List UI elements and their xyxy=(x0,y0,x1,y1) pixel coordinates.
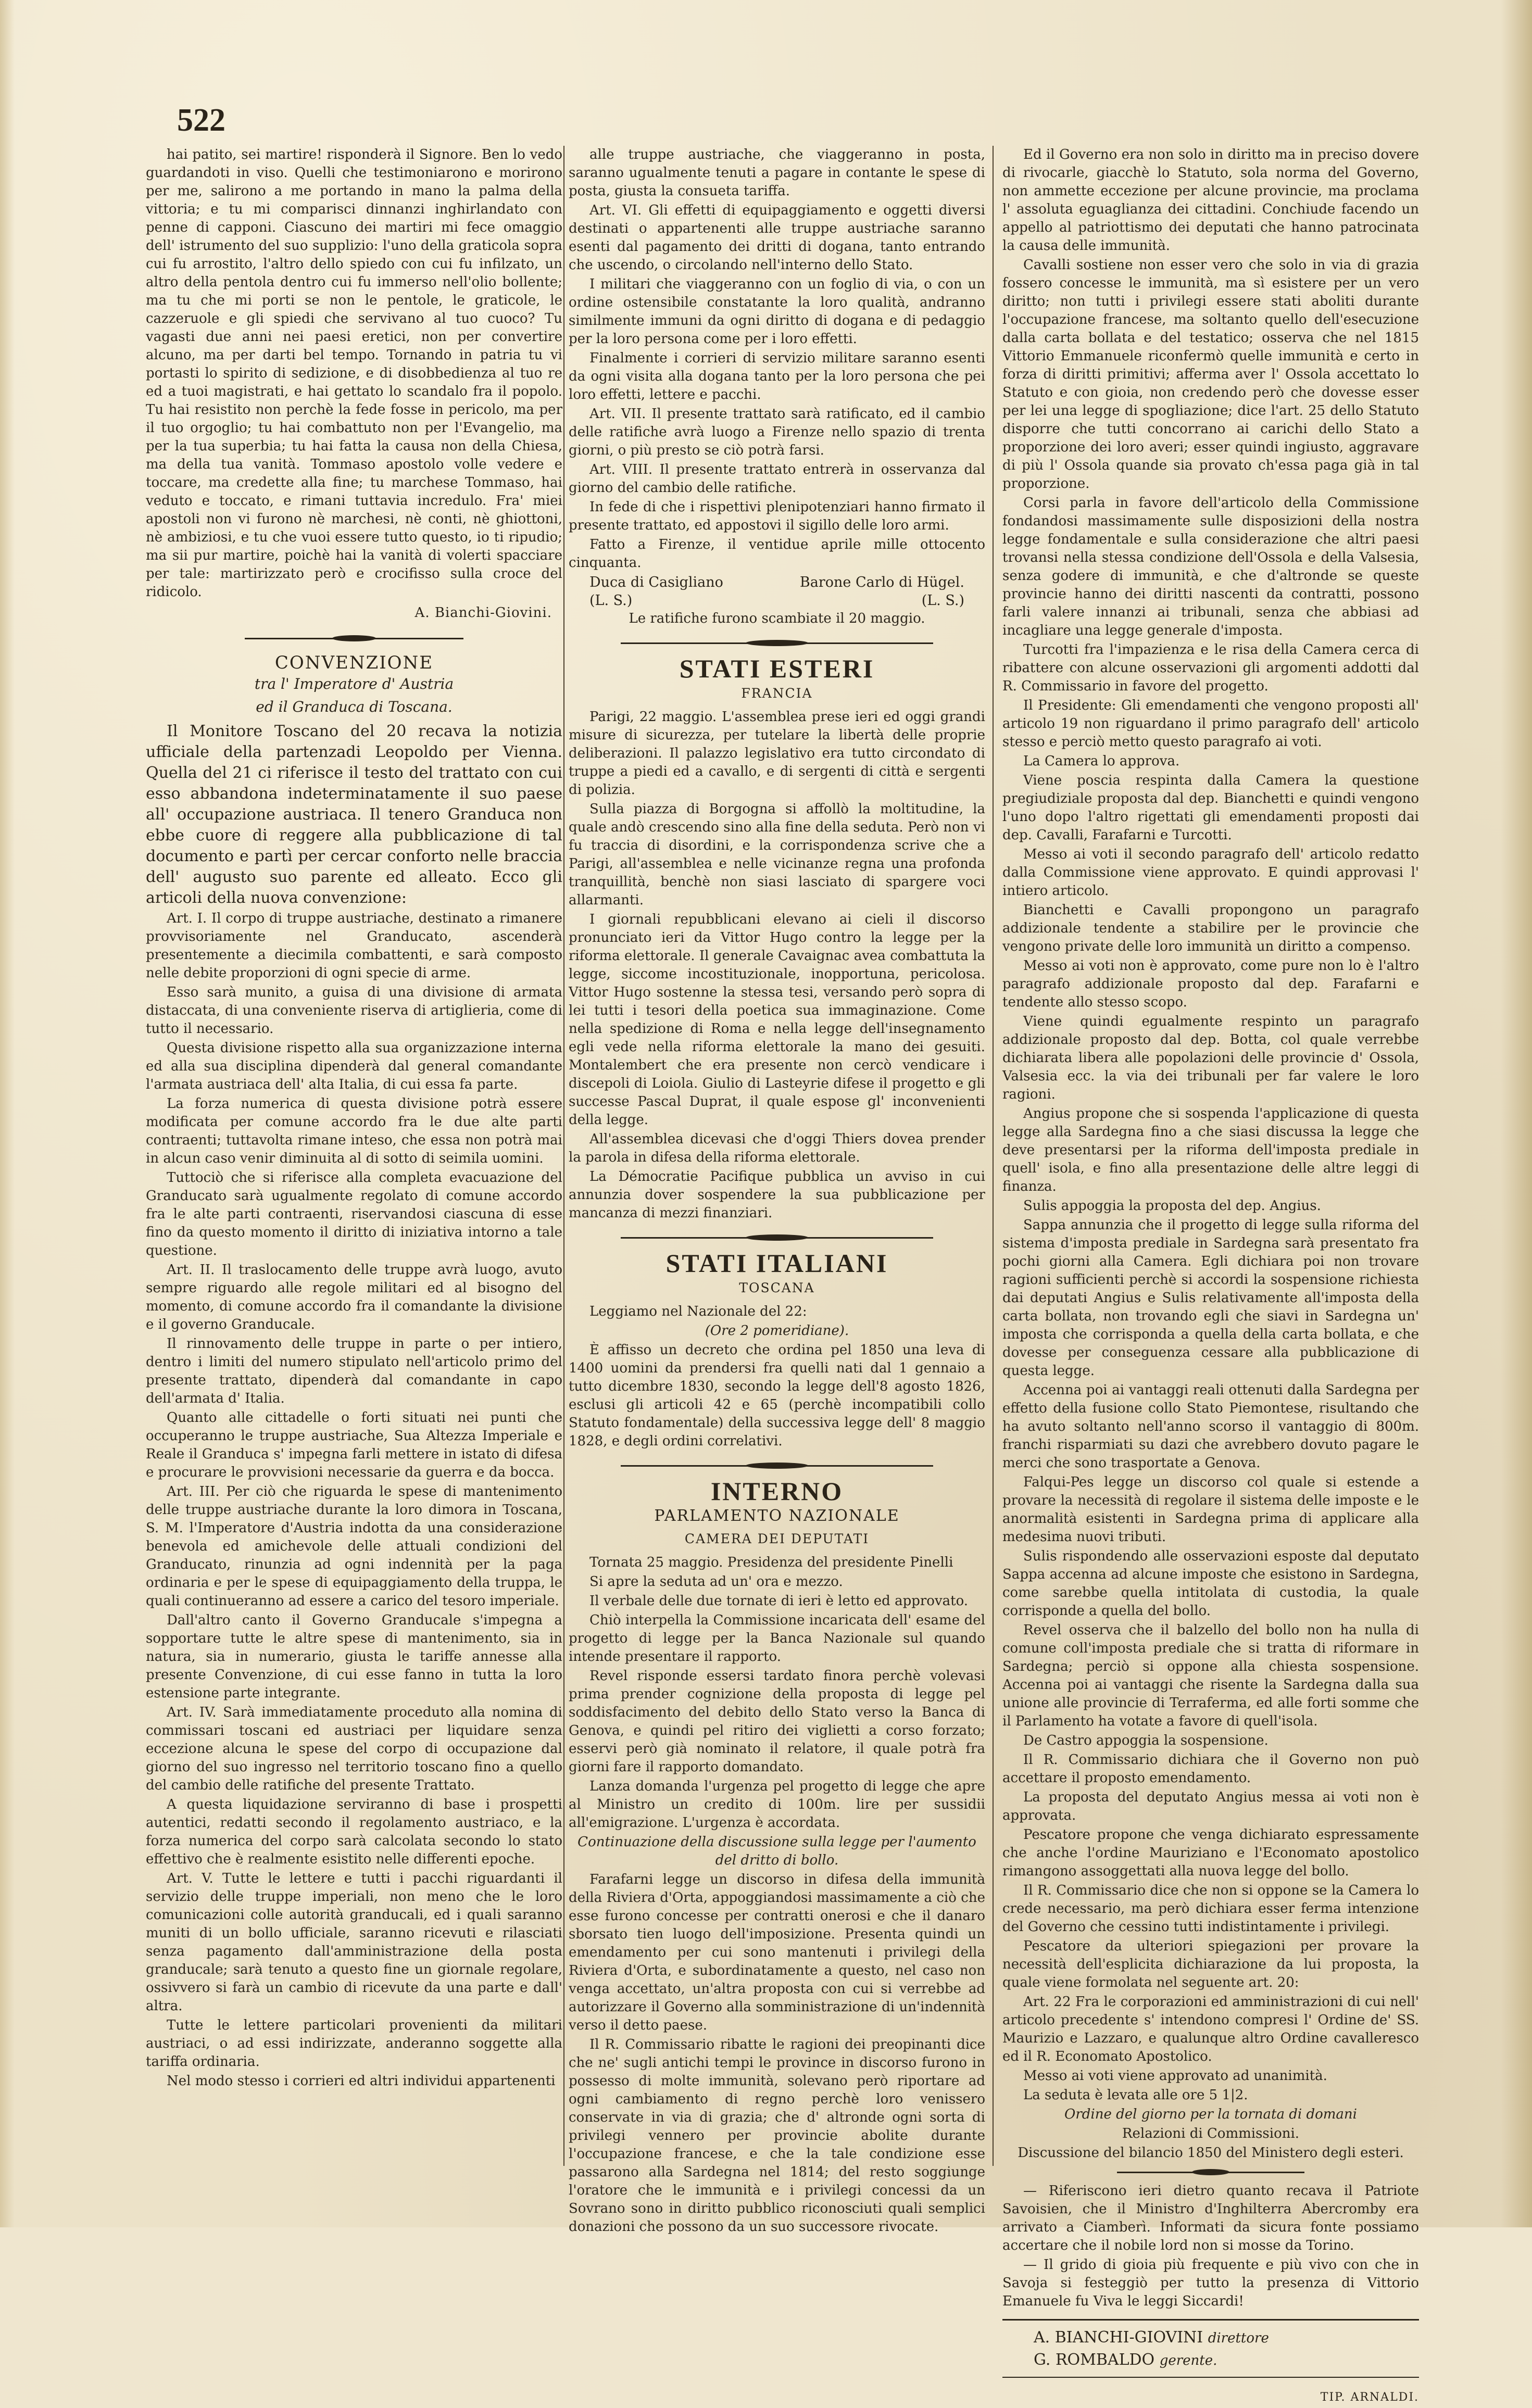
ornamental-rule xyxy=(621,637,933,649)
director-name: A. BIANCHI-GIOVINI xyxy=(1034,2328,1203,2347)
session-paragraph: Sulis appoggia la proposta del dep. Angius. xyxy=(1023,1198,1321,1214)
session-paragraph: Revel osserva che il balzello del bollo non ha nulla di comune coll'imposta prediale che si tratta di riformare in Sardegna; perciò si oppone alla chiesta sospensione. Accenna poi ai vantaggi che risente la Sardegna dalla sua unione alle provincie di Terraferma, ed alle forti somme che il Parlamento ha votate a favore di quell'isola. xyxy=(1002,1622,1419,1729)
signatory-right: Barone Carlo di Hügel. xyxy=(799,574,964,590)
session-paragraph: La proposta del deputato Angius messa ai voti non è approvata. xyxy=(1002,1789,1419,1823)
article-paragraph: hai patito, sei martire! risponderà il Signore. Ben lo vedo guardandoti in viso. Quelli che testimoniarono e morirono per me, salirono a me portando in mano la palma della vittoria; e tu mi comparisci dinnanzi inghirlandato con penne di capponi. Ciascuno dei martiri mi fece omaggio dell' istrumento del suo supplizio: l'uno della graticola sopra cui fu arrostito, l'altro dello spiedo con cui fu infilzato, un altro della pentola dentro cui fu immerso nell'olio bollente; ma tu che mi porti se non le pentole, le graticole, le cazzeruole e gli spiedi che servivano al tuo cuoco? Tu vagasti due anni nei paesi eretici, non per convertire alcuno, ma per darti bel tempo. Tornando in patria tu vi portasti lo spirito di sedizione, e di disobbedienza al tuo re ed a tuoi magistrati, e hai gettato lo scandalo fra il popolo. Tu hai resistito non perchè la fede fosse in pericolo, ma per il tuo orgoglio; tu hai combattuto non per l'Evangelio, ma per la tua superbia; tu hai fatta la causa non della Chiesa, ma della tua vanità. Tommaso apostolo volle vedere e toccare, ma credette alla fine; tu marchese Tommaso, hai veduto e toccato, e rimani tuttavia incredulo. Fra' miei apostoli non vi furono nè marchesi, nè conti, nè ghiottoni, nè ambiziosi, e tu che vuoi essere tutto questo, io ti ripudio; ma sii pur martire, poichè hai la vanità di volerti spacciare per tale: martirizzato però e crocifisso sulla croce del ridicolo. xyxy=(146,147,562,600)
session-paragraph: Viene quindi egualmente respinto un paragrafo addizionale proposto dal dep. Botta, col quale verrebbe dichiarata libera alle popolazioni delle provincie d' Ossola, Valsesia ecc. la via dei tribunali per far valere le loro ragioni. xyxy=(1002,1014,1419,1102)
treaty-article: Nel modo stesso i corrieri ed altri individui appartenenti xyxy=(167,2073,556,2089)
ordine-del-giorno-heading: Ordine del giorno per la tornata di domani xyxy=(1064,2107,1357,2122)
treaty-article: Fatto a Firenze, il ventidue aprile mille ottocento cinquanta. xyxy=(569,537,985,571)
treaty-article: Art. V. Tutte le lettere e tutti i pacchi riguardanti il servizio delle truppe imperiali, non meno che le loro comunicazioni colle autorità granducali, ed i quali saranno muniti di un bollo ufficiale, saranno ricevuti e rilasciati senza pagamento dall'amministrazione della posta granducale; sarà tenuto a questo fine un giornale regolare, ossivvero si farà un cambio di ricevute da una parte e dall' altra. xyxy=(146,1871,562,2014)
francia-heading: FRANCIA xyxy=(741,686,813,701)
news-paragraph: La Démocratie Pacifique pubblica un avviso in cui annunzia dover sospendere la sua pubblicazione per mancanza di mezzi finanziari. xyxy=(569,1169,985,1221)
seal-left: (L. S.) xyxy=(589,592,633,609)
convention-intro: Il Monitore Toscano del 20 recava la notizia ufficiale della partenzadi Leopoldo per Vienna. Quella del 21 ci riferisce il testo del trattato con cui esso abbandona indeterminatamente il suo paese all' occupazione austriaca. Il tenero Granduca non ebbe cuore di reggere alla pubblicazione di tal documento e partì per cercar conforto nelle braccia dell' augusto suo parente ed alleato. Ecco gli articoli della nuova convenzione: xyxy=(146,722,562,907)
toscana-heading: TOSCANA xyxy=(739,1280,815,1295)
news-paragraph: Sulla piazza di Borgogna si affollò la moltitudine, la quale andò crescendo sino alla fine della seduta. Però non vi fu traccia di disordini, e la corrispondenza scrive che a Parigi, all'assemblea e nelle vicinanze regna una profonda tranquillità, benchè non siasi lasciato di spargere voci allarmanti. xyxy=(569,801,985,908)
treaty-article: Esso sarà munito, a guisa di una divisione di armata distaccata, di una conveniente riserva di artiglieria, come di tutto il necessario. xyxy=(146,985,562,1037)
session-paragraph: Bianchetti e Cavalli propongono un paragrafo addizionale tendente a stabilire per le provincie che vengono private delle loro immunità un diritto a compenso. xyxy=(1002,902,1419,954)
session-paragraph: Angius propone che si sospenda l'applicazione di questa legge alla Sardegna fino a che siasi discussa la legge che deve presentarsi per la riforma dell'imposta prediale in quell' isola, e fino alla presentazione delle altre leggi di finanza. xyxy=(1002,1106,1419,1194)
seal-right: (L. S.) xyxy=(921,592,964,609)
toscana-time: (Ore 2 pomeridiane). xyxy=(705,1323,849,1339)
treaty-article: Art. II. Il traslocamento delle truppe avrà luogo, avuto sempre riguardo alle regole militari ed al bisogno del momento, di comune accordo fra il comandante la divisione e il governo Granducale. xyxy=(146,1262,562,1332)
session-paragraph: Viene poscia respinta dalla Camera la questione pregiudiziale proposta dal dep. Bianchetti e quindi vengono l'uno dopo l'altro rigettati gli emendamenti proposti dai dep. Cavalli, Farafarni e Turcotti. xyxy=(1002,773,1419,843)
ornamental-rule xyxy=(621,1232,933,1243)
news-paragraph: Parigi, 22 maggio. L'assemblea prese ieri ed oggi grandi misure di sicurezza, per tutelare la libertà delle proprie deliberazioni. Il palazzo legislativo era tutto circondato di truppe a piedi ed a cavallo, e di sergenti di città e sergenti di polizia. xyxy=(569,709,985,798)
news-paragraph: All'assemblea dicevasi che d'oggi Thiers dovea prender la parola in difesa della riforma elettorale. xyxy=(569,1131,985,1165)
director-role: direttore xyxy=(1208,2330,1269,2346)
treaty-article: La forza numerica di questa divisione potrà essere modificata per comune accordo fra le due alte parti contraenti; tuttavolta rimane inteso, che essa non potrà mai in alcun caso venir diminuita al di sotto di seimila uomini. xyxy=(146,1096,562,1166)
convention-subtitle: tra l' Imperatore d' Austria xyxy=(254,675,454,692)
ordine-item: Discussione del bilancio 1850 del Ministero degli esteri. xyxy=(1018,2145,1404,2161)
session-paragraph: Messo ai voti il secondo paragrafo dell' articolo redatto dalla Commissione viene approvato. E quindi approvasi l' intiero articolo. xyxy=(1002,847,1419,899)
signatory-left: Duca di Casigliano xyxy=(589,574,723,590)
paper-edge-left xyxy=(0,0,15,2227)
treaty-article: Art. VII. Il presente trattato sarà ratificato, ed il cambio delle ratifiche avrà luogo a Firenze nello spazio di trenta giorni, o più presto se ciò potrà farsi. xyxy=(569,406,985,458)
news-brief: — Riferiscono ieri dietro quanto recava il Patriote Savoisien, che il Ministro d'Inghilterra Abercromby era arrivato a Ciamberì. Informati da sicura fonte possiamo accertare che il nobile lord non si mosse da Torino. xyxy=(1002,2183,1419,2253)
printer-imprint: TIP. ARNALDI. xyxy=(1320,2391,1419,2404)
session-paragraph: Chiò interpella la Commissione incaricata dell' esame del progetto di legge per la Banca Nazionale sul quando intende presentare il rapporto. xyxy=(569,1612,985,1665)
toscana-lead: Leggiamo nel Nazionale del 22: xyxy=(589,1304,807,1319)
session-paragraph: Falqui-Pes legge un discorso col quale si estende a provare la necessità di regolare il sistema delle imposte e le anormalità esistenti in Sardegna prima di applicare alla medesima nuovi tributi. xyxy=(1002,1474,1419,1545)
treaty-article: Quanto alle cittadelle o forti situati nei punti che occuperanno le truppe austriache, Sua Altezza Imperiale e Reale il Granduca s' impegna farli mettere in istato di difesa e procurare le provvisioni necessarie da guerra e da bocca. xyxy=(146,1410,562,1480)
session-paragraph: Pescatore propone che venga dichiarato espressamente che anche l'ordine Mauriziano e l'Economato apostolico rimangono assoggettati alla nuova legge del bollo. xyxy=(1002,1827,1419,1879)
session-paragraph: Si apre la seduta ad un' ora e mezzo. xyxy=(589,1574,843,1590)
convention-subtitle: ed il Granduca di Toscana. xyxy=(256,698,453,715)
session-paragraph: Pescatore da ulteriori spiegazioni per provare la necessità dell'esplicita dichiarazione da lui proposta, la quale viene formolata nel seguente art. 20: xyxy=(1002,1938,1419,1990)
session-paragraph: Messo ai voti viene approvato ad unanimità. xyxy=(1023,2068,1327,2084)
treaty-article: Il rinnovamento delle truppe in parte o per intiero, dentro i limiti del numero stipulato nell'articolo primo del presente trattato, dipenderà dal comandante in capo dell'armata d' Italia. xyxy=(146,1336,562,1406)
treaty-article: Art. VI. Gli effetti di equipaggiamento e oggetti diversi destinati o appartenenti alle truppe austriache saranno esenti dal pagamento dei dritti di dogana, tanto entrando che uscendo, o circolando nell'interno dello Stato. xyxy=(569,203,985,273)
session-paragraph: Sulis rispondendo alle osservazioni esposte dal deputato Sappa accenna ad alcune imposte che esistono in Sardegna, come sarebbe quella intitolata di custodia, la quale corrisponde a quella del bollo. xyxy=(1002,1548,1419,1619)
stati-italiani-heading: STATI ITALIANI xyxy=(665,1249,888,1278)
session-paragraph: La seduta è levata alle ore 5 1|2. xyxy=(1023,2087,1248,2103)
session-paragraph: Accenna poi ai vantaggi reali ottenuti dalla Sardegna per effetto della fusione collo Stato Piemontese, risultando che ha avuto soltanto nell'anno scorso il vantaggio di 800m. franchi risparmiati su dazi che avrebbero dovuto pagare le merci che sono trasportate a Genova. xyxy=(1002,1382,1419,1471)
interno-heading: INTERNO xyxy=(710,1477,844,1506)
director-line xyxy=(1034,2327,1419,2349)
treaty-article: Dall'altro canto il Governo Granducale s'impegna a sopportare tutte le altre spese di mantenimento, sia in natura, sia in numerario, giusta le tariffe annesse alla presente Convenzione, di cui esse fanno in tutta la loro estensione parte integrante. xyxy=(146,1612,562,1701)
manager-name: G. ROMBALDO xyxy=(1034,2351,1155,2369)
session-paragraph: Messo ai voti non è approvato, come pure non lo è l'altro paragrafo addizionale proposto dal dep. Farafarni e tendente allo stesso scopo. xyxy=(1002,958,1419,1010)
session-paragraph: La Camera lo approva. xyxy=(1023,753,1180,769)
session-paragraph: Corsi parla in favore dell'articolo della Commissione fondandosi massimamente sulle disposizioni della nostra legge fondamentale e sulla considerazione che altri paesi trovansi nella stessa condizione dell'Ossola e della Valsesia, senza godere di immunità, e che d'altronde se queste provincie hanno dei diritti nascenti da contratti, possono farli valere innanzi ai tribunali, senza che abbiasi ad incagliare una legge generale d'imposta. xyxy=(1002,495,1419,638)
paper-edge-right xyxy=(1501,0,1532,2227)
camera-heading: CAMERA DEI DEPUTATI xyxy=(684,1531,870,1546)
news-paragraph: È affisso un decreto che ordina pel 1850 una leva di 1400 uomini da prendersi fra quelli nati dal 1 gennaio a tutto dicembre 1830, secondo la legge dell'8 agosto 1826, esclusi gli articoli 42 e 65 (perchè incompatibili collo Statuto fondamentale) della successiva legge dell' 8 maggio 1828, e degli ordini correlativi. xyxy=(569,1342,985,1449)
page-number: 522 xyxy=(177,103,225,138)
treaty-article: Tuttociò che si riferisce alla completa evacuazione del Granducato sarà ugualmente regolato di comune accordo fra le alte parti contraenti, riservandosi ciascuna di esse fino da questo momento il diritto di iniziativa intorno a tale questione. xyxy=(146,1170,562,1258)
session-paragraph: Lanza domanda l'urgenza pel progetto di legge che apre al Ministro un credito di 100m. lire per sussidii all'emigrazione. L'urgenza è accordata. xyxy=(569,1779,985,1831)
ratification-note: Le ratifiche furono scambiate il 20 maggio. xyxy=(629,611,925,626)
session-paragraph: Il Presidente: Gli emendamenti che vengono proposti all' articolo 19 non riguardano il primo paragrafo dell' articolo stesso e perciò metto questo paragrafo ai voti. xyxy=(1002,698,1419,750)
column-1 xyxy=(146,146,562,2091)
session-paragraph: Art. 22 Fra le corporazioni ed amministrazioni di cui nell' articolo precedente s' intendono compresi l' Ordine de' SS. Maurizio e Lazzaro, e qualunque altro Ordine cavalleresco ed il R. Economato Apostolico. xyxy=(1002,1994,1419,2064)
treaty-article: In fede di che i rispettivi plenipotenziari hanno firmato il presente trattato, ed appostovi il sigillo delle loro armi. xyxy=(569,499,985,533)
treaty-article: A questa liquidazione serviranno di base i prospetti autentici, redatti secondo il regolamento austriaco, e la forza numerica del corpo sarà calcolata secondo lo stato effettivo che è realmente esistito nelle differenti epoche. xyxy=(146,1797,562,1867)
treaty-article: Art. III. Per ciò che riguarda le spese di mantenimento delle truppe austriache durante la loro dimora in Toscana, S. M. l'Imperatore d'Austria indotta da una considerazione benevola ed amichevole delle attuali condizioni del Granducato, rinunzia ad ogni indennità per la paga ordinaria e per le spese di equipaggiamento della truppa, le quali continueranno ad essere a carico del tesoro imperiale. xyxy=(146,1484,562,1609)
session-paragraph: Il verbale delle due tornate di ieri è letto ed approvato. xyxy=(589,1593,969,1609)
treaty-article: Art. I. Il corpo di truppe austriache, destinato a rimanere provvisoriamente nel Granducato, ascenderà presentemente a diecimila combattenti, e sarà composto nelle debite proporzioni di ogni specie di arme. xyxy=(146,911,562,981)
session-paragraph: Turcotti fra l'impazienza e le risa della Camera cerca di ribattere con alcune osservazioni gli argomenti addotti dal R. Commissario in favore del progetto. xyxy=(1002,642,1419,694)
seals-row xyxy=(569,591,985,610)
stati-esteri-heading: STATI ESTERI xyxy=(679,654,875,683)
treaty-article: Art. VIII. Il presente trattato entrerà in osservanza dal giorno del cambio delle ratifiche. xyxy=(569,462,985,496)
convention-title: CONVENZIONE xyxy=(274,652,434,673)
session-paragraph: Il R. Commissario ribatte le ragioni dei preopinanti dice che ne' sugli antichi tempi le province in discorso furono in possesso di molte immunità, solevano però riportare ad ogni cambiamento di regno perchè loro venissero conservate in via di grazia; che d' altronde ogni sorta di privilegi vennero per provincie abolite durante l'occupazione francese, e che la tale condizione esse passarono alla Sardegna nel 1814; del resto soggiunge l'oratore che le immunità e i privilegi concessi da un Sovrano sono in diritto pubblico riconosciuti quali semplici donazioni che possono da un suo successore rivocate. xyxy=(569,2037,985,2235)
news-paragraph: I giornali repubblicani elevano ai cieli il discorso pronunciato ieri da Vittor Hugo contro la legge per la riforma elettorale. Il generale Cavaignac avea combattuta la legge, siccome incostituzionale, inopportuna, pericolosa. Vittor Hugo sostenne la stessa tesi, versando però sopra di lei tutti i tesori della poetica sua immaginazione. Come nella spedizione di Roma e nella legge dell'insegnamento egli vede nella riforma elettorale la mano dei gesuiti. Montalembert che era presente non cercò vendicare i discepoli di Loiola. Giulio di Lasteyrie difese il progetto e gli successe Pascal Duprat, il quale espose gl' inconvenienti della legge. xyxy=(569,912,985,1128)
manager-line xyxy=(1034,2349,1419,2372)
ornamental-rule xyxy=(1117,2166,1304,2178)
parlamento-heading: PARLAMENTO NAZIONALE xyxy=(654,1507,900,1525)
treaty-article: I militari che viaggeranno con un foglio di via, o con un ordine ostensibile constatante la loro qualità, andranno similmente immuni da ogni diritto di dogana e di pedaggio per la loro persona come per i loro effetti. xyxy=(569,276,985,347)
treaty-article: alle truppe austriache, che viaggeranno in posta, saranno ugualmente tenuti a pagare in contante le spese di posta, giusta la consueta tariffa. xyxy=(569,147,985,199)
treaty-article: Tutte le lettere particolari provenienti da militari austriaci, o ad essi indirizzate, anderanno soggette alla tariffa ordinaria. xyxy=(146,2018,562,2070)
ordine-item: Relazioni di Commissioni. xyxy=(1122,2126,1300,2141)
ornamental-rule xyxy=(245,633,463,644)
session-paragraph: Revel risponde essersi tardato finora perchè volevasi prima prender cognizione della proposta di legge pel soddisfacimento del debito dello Stato verso la Banca di Genova, e quindi pel ritiro dei viglietti a corso forzato; esservi però già nominato il relatore, il quale potrà fra giorni fare il rapporto domandato. xyxy=(569,1668,985,1775)
column-3 xyxy=(1002,146,1419,2408)
session-paragraph: Ed il Governo era non solo in diritto ma in preciso dovere di rivocarle, giacchè lo Statuto, sola norma del Governo, non ammette eccezione per alcune provincie, ma proclama l' assoluta eguaglianza dei cittadini. Conchiude facendo un appello al patriottismo dei deputati che hanno patrocinata la causa delle immunità. xyxy=(1002,147,1419,254)
ornamental-rule xyxy=(621,1460,933,1471)
manager-role: gerente. xyxy=(1159,2353,1217,2368)
treaty-article: Art. IV. Sarà immediatamente proceduto alla nomina di commissari toscani ed austriaci per liquidare senza eccezione alcuna le spese del corpo di occupazione dal giorno del suo ingresso nel territorio toscano fino a quello del cambio delle ratifiche del presente Trattato. xyxy=(146,1705,562,1793)
continuazione-heading: Continuazione della discussione sulla legge per l'aumento del dritto di bollo. xyxy=(577,1834,976,1868)
session-paragraph: Il R. Commissario dichiara che il Governo non può accettare il proposto emendamento. xyxy=(1002,1752,1419,1786)
session-paragraph: Cavalli sostiene non esser vero che solo in via di grazia fossero concesse le immunità, ma sì esistere per un vero diritto; non tutti i privilegi essere stati aboliti durante l'occupazione francese, ma soltanto quello dell'esecuzione dalla carta bollata e del testatico; osserva che nel 1815 Vittorio Emmanuele riconfermò quelle immunità e certo in forza di diritti primitivi; afferma aver l' Ossola accettato lo Statuto e con gioia, non credendo però che dovesse esser per lei una legge di spogliazione; dice l'art. 25 dello Statuto disporre che tutti concorrano ai carichi dello Stato a proporzione dei loro averi; esser quindi ingiusto, aggravare di più l' Ossola quande sia provato ch'essa paga già in tal proporzione. xyxy=(1002,257,1419,491)
masthead-footer xyxy=(1002,2319,1419,2378)
treaty-article: Questa divisione rispetto alla sua organizzazione interna ed alla sua disciplina dipenderà dal general comandante l'armata austriaca dell' alta Italia, di cui essa fa parte. xyxy=(146,1040,562,1092)
news-brief: — Il grido di gioia più frequente e più vivo con che in Savoja si festeggiò per tutto la presenza di Vittorio Emanuele fu Viva le leggi Siccardi! xyxy=(1002,2257,1419,2309)
session-paragraph: Sappa annunzia che il progetto di legge sulla riforma del sistema d'imposta prediale in Sardegna sarà presentato fra pochi giorni alla Camera. Egli dichiara poi non trovare ragioni sufficienti perchè si accordi la sospensione richiesta dai deputati Angius e Sulis relativamente all'imposta della carta bollata, non trovando egli che siavi in Sardegna un' imposta che corrisponda a quella della carta bollata, e che dovesse per conseguenza cessare alla pubblicazione di questa legge. xyxy=(1002,1217,1419,1379)
author-signature: A. Bianchi-Giovini. xyxy=(415,605,552,621)
column-rule xyxy=(563,146,564,2166)
session-paragraph: Il R. Commissario dice che non si oppone se la Camera lo crede necessario, ma però dichiara esser ferma intenzione del Governo che cessino tutti indistintamente i privilegi. xyxy=(1002,1883,1419,1935)
column-2 xyxy=(569,146,985,2237)
tornata-line: Tornata 25 maggio. Presidenza del presidente Pinelli xyxy=(589,1555,953,1570)
signatories-row xyxy=(569,573,985,591)
treaty-article: Finalmente i corrieri di servizio militare saranno esenti da ogni visita alla dogana tanto per la loro persona che pei loro effetti, lettere e pacchi. xyxy=(569,350,985,402)
session-paragraph: De Castro appoggia la sospensione. xyxy=(1023,1733,1269,1748)
column-rule xyxy=(993,146,994,2166)
session-paragraph: Farafarni legge un discorso in difesa della immunità della Riviera d'Orta, appoggiandosi massimamente a ciò che esse furono concesse per contratti onerosi e che il danaro sborsato tien luogo dell'imposizione. Presenta quindi un emendamento per cui sono mantenuti i privilegi della Riviera d'Orta, e subordinatamente a questo, nel caso non venga accettato, un'altra proposta con cui si verrebbe ad autorizzare il Governo alla somministrazione di un'indennità verso il detto paese. xyxy=(569,1872,985,2033)
